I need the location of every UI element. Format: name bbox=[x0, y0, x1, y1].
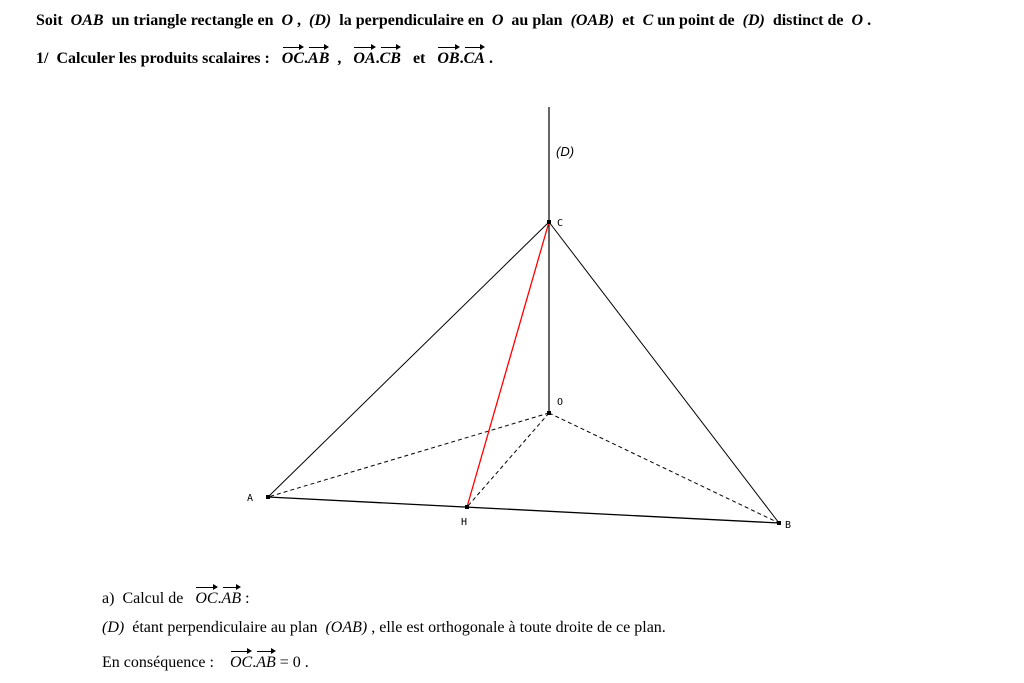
vector-oc: OC bbox=[230, 648, 252, 671]
dot: . bbox=[375, 50, 380, 67]
segment-ob-dashed bbox=[549, 413, 779, 523]
line-d: (D) bbox=[102, 619, 125, 636]
segment-oa-dashed bbox=[268, 413, 549, 497]
dot: . bbox=[304, 50, 309, 67]
dot: . bbox=[252, 654, 257, 671]
statement-text-4: un point de bbox=[657, 12, 735, 29]
label-b: B bbox=[785, 520, 792, 531]
point-o-marker bbox=[547, 411, 551, 415]
segment-ca bbox=[268, 222, 549, 497]
answer-a-conclusion bbox=[102, 648, 309, 672]
word-et: et bbox=[622, 12, 635, 29]
segment-ch-red bbox=[467, 222, 549, 507]
segment-cb bbox=[549, 222, 779, 523]
plane-oab: (OAB) bbox=[570, 12, 615, 29]
point-o: O bbox=[851, 12, 864, 29]
explanation-text-2: , elle est orthogonale à toute droite de ce plan. bbox=[371, 619, 666, 636]
word-soit: Soit bbox=[36, 12, 63, 29]
triangle-name: OAB bbox=[70, 12, 104, 29]
explanation-text-1: étant perpendiculaire au plan bbox=[132, 619, 318, 636]
conclusion-text: En conséquence : bbox=[102, 654, 214, 671]
separator: , bbox=[337, 50, 342, 67]
colon: : bbox=[245, 590, 250, 607]
point-a-marker bbox=[266, 495, 270, 499]
period: . bbox=[488, 50, 493, 67]
vector-ab: AB bbox=[308, 44, 329, 67]
point-o: O bbox=[281, 12, 294, 29]
question-text: Calculer les produits scalaires : bbox=[56, 50, 270, 67]
statement-text-1: un triangle rectangle en bbox=[111, 12, 274, 29]
equals-zero: = 0 bbox=[279, 654, 301, 671]
label-d: (D) bbox=[556, 144, 575, 159]
answer-a-text: Calcul de bbox=[122, 590, 184, 607]
word-et: et bbox=[412, 50, 426, 67]
point-b-marker bbox=[777, 521, 781, 525]
label-o: O bbox=[557, 397, 564, 408]
comma: , bbox=[297, 12, 302, 29]
dot: . bbox=[217, 590, 222, 607]
label-a: A bbox=[247, 493, 254, 504]
point-h-marker bbox=[465, 505, 469, 509]
point-o: O bbox=[491, 12, 504, 29]
label-h: H bbox=[461, 517, 468, 528]
plane-oab: (OAB) bbox=[325, 619, 368, 636]
point-c: C bbox=[642, 12, 654, 29]
label-c: C bbox=[557, 218, 564, 229]
vector-ab: AB bbox=[256, 648, 276, 671]
vector-oa: OA bbox=[353, 44, 375, 67]
statement-text-5: distinct de bbox=[772, 12, 844, 29]
line-d: (D) bbox=[742, 12, 765, 29]
answer-a-label: a) bbox=[102, 590, 115, 607]
answer-a-heading bbox=[102, 584, 250, 608]
vector-cb: CB bbox=[380, 44, 401, 67]
vector-ab: AB bbox=[222, 584, 242, 607]
segment-oh-dashed bbox=[467, 413, 549, 507]
vector-oc: OC bbox=[282, 44, 304, 67]
vector-oc: OC bbox=[195, 584, 217, 607]
answer-a-explanation bbox=[102, 619, 666, 637]
point-c-marker bbox=[547, 220, 551, 224]
period: . bbox=[867, 12, 872, 29]
period: . bbox=[304, 654, 309, 671]
question-number: 1/ bbox=[36, 50, 49, 67]
statement-text-3: au plan bbox=[511, 12, 563, 29]
line-d: (D) bbox=[309, 12, 332, 29]
statement-text-2: la perpendiculaire en bbox=[339, 12, 484, 29]
segment-ab bbox=[268, 497, 779, 523]
vector-ob: OB bbox=[437, 44, 459, 67]
vector-ca: CA bbox=[464, 44, 485, 67]
dot: . bbox=[459, 50, 464, 67]
